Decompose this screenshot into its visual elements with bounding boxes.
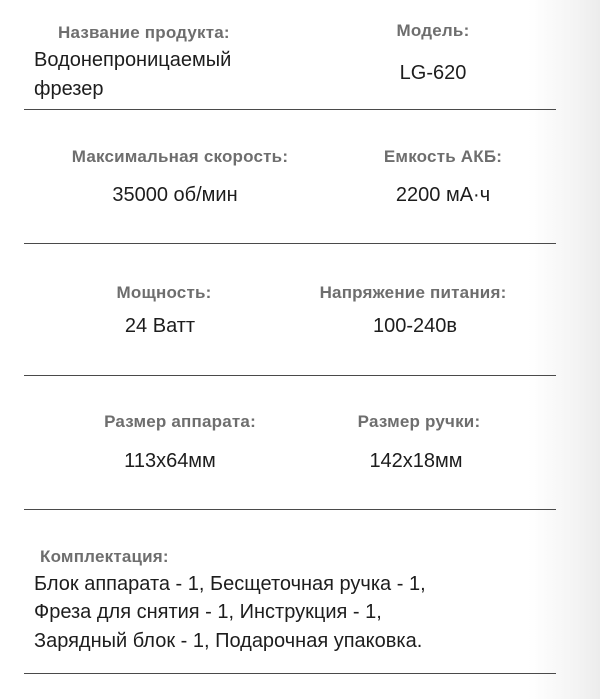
model-value: LG-620 — [399, 62, 467, 84]
device-size-value: 113х64мм — [124, 450, 216, 472]
package-label: Комплектация: — [40, 547, 169, 566]
product-name-value-line2: фрезер — [34, 78, 104, 100]
handle-size-label: Размер ручки: — [357, 412, 481, 431]
product-name-value-line1: Водонепроницаемый — [34, 49, 232, 71]
battery-label: Емкость АКБ: — [383, 147, 503, 166]
package-line-3: Зарядный блок - 1, Подарочная упаковка. — [34, 630, 423, 652]
device-size-label: Размер аппарата: — [104, 412, 256, 431]
divider-2 — [24, 243, 556, 244]
power-label: Мощность: — [116, 283, 212, 302]
divider-3 — [24, 375, 556, 376]
battery-value: 2200 мА·ч — [395, 184, 491, 206]
power-value: 24 Ватт — [124, 315, 196, 337]
handle-size-value: 142х18мм — [369, 450, 463, 472]
divider-4 — [24, 509, 556, 510]
product-name-label: Название продукта: — [58, 23, 230, 42]
max-speed-value: 35000 об/мин — [112, 184, 238, 206]
model-label: Модель: — [396, 21, 470, 40]
package-line-1: Блок аппарата - 1, Бесщеточная ручка - 1, — [34, 573, 426, 595]
package-line-2: Фреза для снятия - 1, Инструкция - 1, — [34, 601, 382, 623]
max-speed-label: Максимальная скорость: — [71, 147, 289, 166]
divider-1 — [24, 109, 556, 110]
voltage-label: Напряжение питания: — [319, 283, 507, 302]
voltage-value: 100-240в — [372, 315, 458, 337]
divider-5 — [24, 673, 556, 674]
